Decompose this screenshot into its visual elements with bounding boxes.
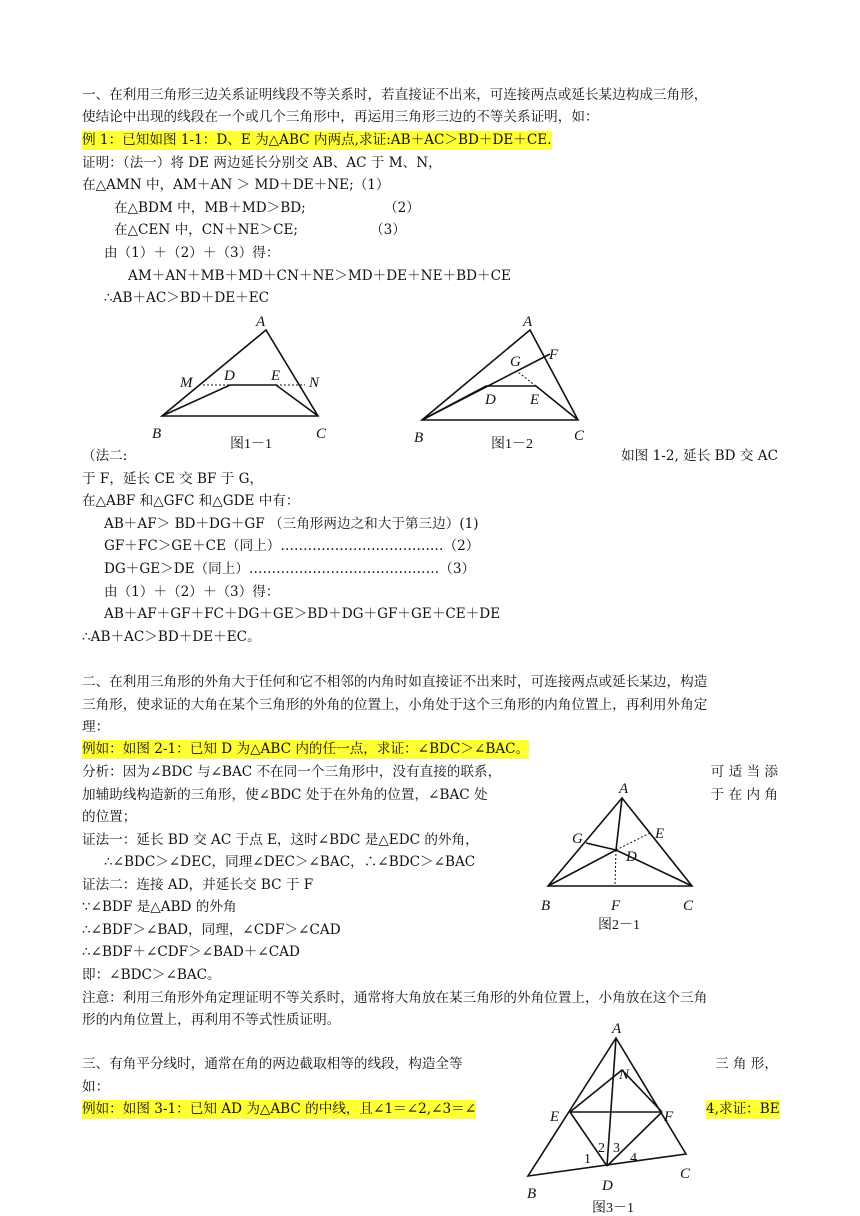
s2-intro-line3: 理： [82, 719, 110, 735]
s2-analysis-line1: 分析：因为∠BDC 与∠BAC 不在同一个三角形中，没有直接的联系， [82, 764, 502, 780]
fig12-label-E: E [530, 392, 540, 408]
figure-3-1 [528, 1038, 686, 1176]
method1-line1: 在△AMN 中，AM＋AN ＞ MD＋DE＋NE;（1） [82, 177, 390, 193]
method1-line4: 由（1）＋（2）＋（3）得： [104, 245, 280, 261]
figure-1-2 [422, 330, 578, 420]
fig11-label-A: A [256, 314, 266, 330]
fig31-label-D: D [602, 1178, 613, 1194]
fig11-label-M: M [180, 375, 193, 391]
s2-analysis-line1-right: 可 适 当 添 [710, 764, 778, 780]
example-3-statement: 例如：如图 3-1：已知 AD 为△ABC 的中线，且∠1＝∠2,∠3＝∠ [82, 1101, 477, 1117]
fig12-label-G: G [510, 354, 521, 370]
fig21-label-F: F [611, 898, 621, 914]
fig11-label-D: D [224, 368, 235, 384]
s2-analysis-line2-right: 于 在 内 角 [710, 787, 778, 803]
s2-analysis-line2: 加辅助线构造新的三角形，使∠BDC 处于在外角的位置，∠BAC 处 [82, 787, 488, 803]
fig11-label-E: E [271, 368, 281, 384]
fig31-label-N: N [619, 1067, 630, 1083]
method1-line3-num: （3） [370, 222, 406, 238]
method2-line8: ∴AB＋AC＞BD＋DE＋EC。 [82, 629, 261, 645]
s1-intro-line2: 使结论中出现的线段在一个或几个三角形中，再运用三角形三边的不等关系证明，如： [82, 109, 599, 125]
fig12-label-F: F [549, 347, 559, 363]
s2-note-line1: 注意：利用三角形外角定理证明不等关系时，通常将大角放在某三角形的外角位置上，小角放在这个三角 [82, 990, 708, 1006]
method2-line6: 由（1）＋（2）＋（3）得： [104, 584, 280, 600]
s2-proof-line2: ∴∠BDC＞∠DEC，同理∠DEC＞∠BAC，∴∠BDC＞∠BAC [104, 854, 476, 870]
fig12-label-B: B [414, 430, 424, 446]
s2-proof-line4: ∵∠BDF 是△ABD 的外角 [82, 899, 237, 915]
fig11-label-N: N [309, 375, 320, 391]
fig31-angle-4: 4 [630, 1151, 637, 1166]
fig21-label-E: E [655, 826, 665, 842]
method1-line5: AM＋AN＋MB＋MD＋CN＋NE＞MD＋DE＋NE＋BD＋CE [128, 268, 511, 284]
fig31-label-F: F [664, 1109, 674, 1125]
method1-title: 证明：（法一）将 DE 两边延长分别交 AB、AC 于 M、N， [82, 155, 442, 171]
s2-proof-line6: ∴∠BDF＋∠CDF＞∠BAD＋∠CAD [82, 944, 300, 960]
example-1-statement: 例 1：已知如图 1-1：D、E 为△ABC 内两点,求证:AB＋AC＞BD＋DE＋CE. [82, 132, 552, 148]
fig21-label-D: D [626, 849, 637, 865]
s2-note-line2: 形的内角位置上，再利用不等式性质证明。 [82, 1012, 341, 1028]
fig31-angle-3: 3 [613, 1141, 620, 1156]
fig21-label-B: B [541, 898, 551, 914]
s2-intro-line2: 三角形，使求证的大角在某个三角形的外角的位置上，小角处于这个三角形的内角位置上，再利用外角定 [82, 697, 708, 713]
s2-intro-line1: 二、在利用三角形的外角大于任何和它不相邻的内角时如直接证不出来时，可连接两点或延长某边，构造 [82, 674, 708, 690]
fig31-label-C: C [680, 1166, 691, 1182]
method2-line2: 在△ABF 和△GFC 和△GDE 中有： [82, 493, 300, 509]
method2-line3: AB＋AF＞ BD＋DG＋GF （三角形两边之和大于第三边）(1) [104, 516, 479, 532]
figure-1-1 [162, 330, 318, 416]
fig31-label-E: E [550, 1109, 560, 1125]
s2-proof-line5: ∴∠BDF＞∠BAD，同理，∠CDF＞∠CAD [82, 922, 341, 938]
fig31-caption: 图3－1 [592, 1201, 634, 1216]
method2-lead: （法二: [82, 448, 128, 464]
fig12-label-D: D [485, 392, 496, 408]
fig31-label-A: A [612, 1021, 622, 1037]
s2-proof-line7: 即：∠BDC＞∠BAC。 [82, 967, 221, 983]
method1-line2: 在△BDM 中，MB＋MD＞BD; [114, 200, 306, 216]
fig12-label-C: C [574, 428, 585, 444]
fig12-caption: 图1－2 [491, 437, 533, 452]
s2-analysis-line3: 的位置； [82, 809, 137, 825]
method1-line3: 在△CEN 中，CN＋NE＞CE; [114, 222, 298, 238]
s1-intro-line1: 一、在利用三角形三边关系证明线段不等关系时，若直接证不出来，可连接两点或延长某边构成三角形， [82, 87, 708, 103]
figure-2-1 [548, 798, 692, 886]
s2-proof-line3: 证法二：连接 AD，并延长交 BC 于 F [82, 877, 314, 893]
s2-proof-line1: 证法一：延长 BD 交 AC 于点 E，这时∠BDC 是△EDC 的外角， [82, 832, 479, 848]
method2-right: 如图 1-2, 延长 BD 交 AC [621, 448, 778, 464]
method2-line1: 于 F，延长 CE 交 BF 于 G， [82, 471, 264, 487]
example-2-statement: 例如：如图 2-1：已知 D 为△ABC 内的任一点，求证：∠BDC＞∠BAC。 [82, 741, 530, 757]
s3-intro-line1-right: 三 角 形， [714, 1056, 778, 1072]
fig12-label-A: A [523, 314, 533, 330]
method2-line7: AB＋AF＋GF＋FC＋DG＋GE＞BD＋DG＋GF＋GE＋CE＋DE [104, 606, 501, 622]
method2-line4: GF＋FC＞GE＋CE（同上）………………………………（2） [104, 538, 480, 554]
fig11-label-B: B [152, 426, 162, 442]
fig31-angle-2: 2 [598, 1141, 605, 1156]
fig11-caption: 图1－1 [230, 437, 272, 452]
s3-intro-line1: 三、有角平分线时，通常在角的两边截取相等的线段，构造全等 [82, 1056, 463, 1072]
fig31-angle-1: 1 [584, 1152, 591, 1167]
fig31-label-B: B [527, 1186, 537, 1202]
method2-line5: DG＋GE＞DE（同上）……………………………………（3） [104, 561, 476, 577]
fig21-label-A: A [619, 781, 629, 797]
method1-line2-num: （2） [384, 200, 420, 216]
s3-intro-line2: 如： [82, 1079, 110, 1095]
fig21-caption: 图2－1 [598, 918, 640, 933]
method1-line6: ∴AB＋AC＞BD＋DE＋EC [104, 290, 270, 306]
fig11-label-C: C [316, 426, 327, 442]
example-3-statement-right: 4,求证：BE [706, 1101, 780, 1117]
fig21-label-C: C [683, 898, 694, 914]
fig21-label-G: G [572, 831, 583, 847]
